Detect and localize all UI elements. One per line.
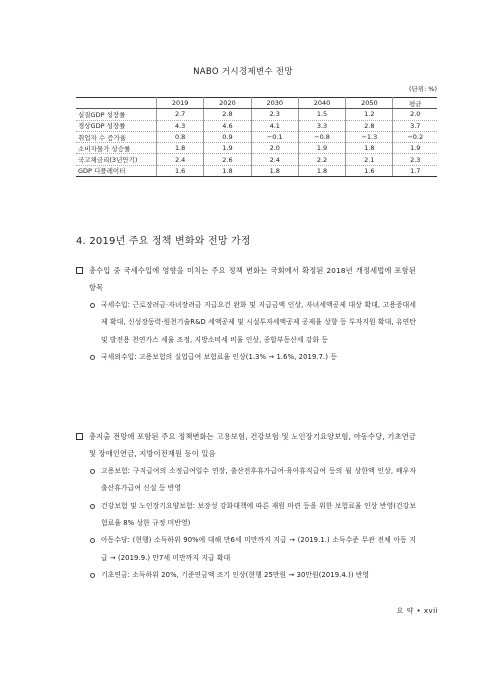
circle-bullet-icon — [90, 573, 95, 578]
table-cell: 1.8 — [298, 165, 345, 176]
column-header: 2030 — [251, 98, 298, 109]
column-header: 2020 — [204, 98, 251, 109]
table-cell: 2.1 — [346, 154, 393, 165]
table-cell: 1.6 — [157, 165, 204, 176]
table-cell: 4.3 — [157, 120, 204, 131]
circle-bullet-icon — [90, 504, 95, 509]
table-cell: 3.3 — [298, 120, 345, 131]
table-unit: (단위: %) — [408, 85, 437, 93]
table-cell: 1.6 — [346, 165, 393, 176]
sub-bullet-text: 기초연금: 소득하위 20%, 기준연금액 조기 인상(현행 25만원 → 30만원(2019.4.)) 반영 — [101, 571, 370, 580]
table-cell: −0.2 — [393, 131, 437, 142]
sub-bullet-text: 고용보험: 구직급여의 소정급여일수 연장, 출산전후휴가급여·육아휴직급여 등의 월 상한액 인상, 배우자 출산휴가급여 신설 등 반영 — [101, 466, 416, 493]
sub-bullet — [76, 349, 416, 366]
table-cell: 1.9 — [204, 143, 251, 154]
table-row — [76, 120, 437, 131]
sub-bullet-text: 국세수입: 근로장려금·자녀장려금 지급요건 완화 및 지급금액 인상, 자녀세액공제 대상 확대, 고용증대세제 확대, 신성장동력·원천기술R&D 세액공제 및 시설투자세액공제 공제율 상향 등 투자지원 확대, 유연탄 및 발전용 천연가스 세율 조정, 지방소비세 비율 인상, 종합부동산세 강화 등 — [101, 300, 416, 344]
table-cell: 1.8 — [251, 165, 298, 176]
column-header: 2040 — [298, 98, 345, 109]
table-cell: 4.1 — [251, 120, 298, 131]
sub-bullet — [76, 297, 416, 349]
table-header-row — [76, 98, 437, 109]
table-cell: 0.8 — [157, 131, 204, 142]
table-cell: 1.9 — [298, 143, 345, 154]
table-corner-cell — [76, 98, 157, 109]
table-cell: 2.0 — [251, 143, 298, 154]
main-bullet-text: 총수입 중 국세수입에 영향을 미치는 주요 정책 변화는 국회에서 확정된 2018년 개정세법에 포함된 항목 — [89, 266, 416, 293]
table-cell: 4.6 — [204, 120, 251, 131]
main-bullet-text: 총지출 전망에 포함된 주요 정책변화는 고용보험, 건강보험 및 노인장기요양보험, 아동수당, 기초연금 및 장애인연금, 지방이전재원 등이 있음 — [89, 432, 416, 459]
sub-bullet-text: 아동수당: (현행) 소득하위 90%에 대해 만6세 미만까지 지급 → (2019.1.) 소득수준 무관 전체 아동 지급 → (2019.9.) 만7세 미만까지 지급 확대 — [101, 536, 416, 562]
table-row — [76, 131, 437, 142]
table-cell: 2.4 — [157, 154, 204, 165]
main-bullet — [76, 262, 416, 297]
sub-bullet — [76, 532, 416, 567]
table-row — [76, 154, 437, 165]
main-bullet — [76, 428, 416, 463]
table-row — [76, 109, 437, 120]
column-header: 2050 — [346, 98, 393, 109]
table-row — [76, 165, 437, 176]
table-title: NABO 거시경제변수 전망 — [193, 67, 293, 77]
table-cell: 1.8 — [157, 143, 204, 154]
sub-bullet — [76, 567, 416, 584]
macro-forecast-table — [76, 97, 437, 177]
table-cell: −0.1 — [251, 131, 298, 142]
square-bullet-icon — [76, 267, 83, 274]
table-cell: 1.2 — [346, 109, 393, 120]
table-cell: 2.6 — [204, 154, 251, 165]
table-cell: 2.3 — [251, 109, 298, 120]
sub-bullet — [76, 463, 416, 498]
circle-bullet-icon — [90, 355, 95, 360]
section-title: 4. 2019년 주요 정책 변화와 전망 가정 — [76, 236, 251, 247]
table-cell: 1.8 — [204, 165, 251, 176]
table-cell: −1.3 — [346, 131, 393, 142]
table-cell: 2.0 — [393, 109, 437, 120]
sub-bullet-text: 국세외수입: 고용보험의 실업급여 보험료율 인상(1.3% → 1.6%, 2019.7.) 등 — [101, 353, 337, 362]
table-cell: 2.8 — [204, 109, 251, 120]
sub-bullet-text: 건강보험 및 노인장기요양보험: 보장성 강화대책에 따른 재원 마련 등을 위한 보험료율 인상 반영(건강보험료율 8% 상한 규정 미반영) — [101, 501, 416, 528]
row-label: 취업자 수 증가율 — [76, 131, 157, 142]
table-cell: 2.7 — [157, 109, 204, 120]
circle-bullet-icon — [90, 469, 95, 474]
row-label: 경상GDP 성장률 — [76, 120, 157, 131]
table-cell: 0.9 — [204, 131, 251, 142]
table-row — [76, 143, 437, 154]
table-cell: 1.9 — [393, 143, 437, 154]
table-cell: 1.5 — [298, 109, 345, 120]
row-label: GDP 디플레이터 — [76, 165, 157, 176]
sub-bullet — [76, 498, 416, 533]
column-header: 평균 — [393, 98, 437, 109]
row-label: 소비자물가 상승률 — [76, 143, 157, 154]
column-header: 2019 — [157, 98, 204, 109]
table-cell: 1.8 — [346, 143, 393, 154]
square-bullet-icon — [76, 433, 83, 440]
paragraph-revenue — [76, 262, 416, 366]
circle-bullet-icon — [90, 538, 95, 543]
paragraph-expenditure — [76, 428, 416, 585]
table-cell: 2.2 — [298, 154, 345, 165]
table-cell: 2.3 — [393, 154, 437, 165]
table-cell: −0.8 — [298, 131, 345, 142]
table-cell: 2.4 — [251, 154, 298, 165]
table-cell: 2.8 — [346, 120, 393, 131]
row-label: 실질GDP 성장률 — [76, 109, 157, 120]
table-cell: 3.7 — [393, 120, 437, 131]
page-footer: 요 약 • xvii — [396, 607, 438, 615]
row-label: 국고채금리(3년만기) — [76, 154, 157, 165]
table-cell: 1.7 — [393, 165, 437, 176]
circle-bullet-icon — [90, 303, 95, 308]
